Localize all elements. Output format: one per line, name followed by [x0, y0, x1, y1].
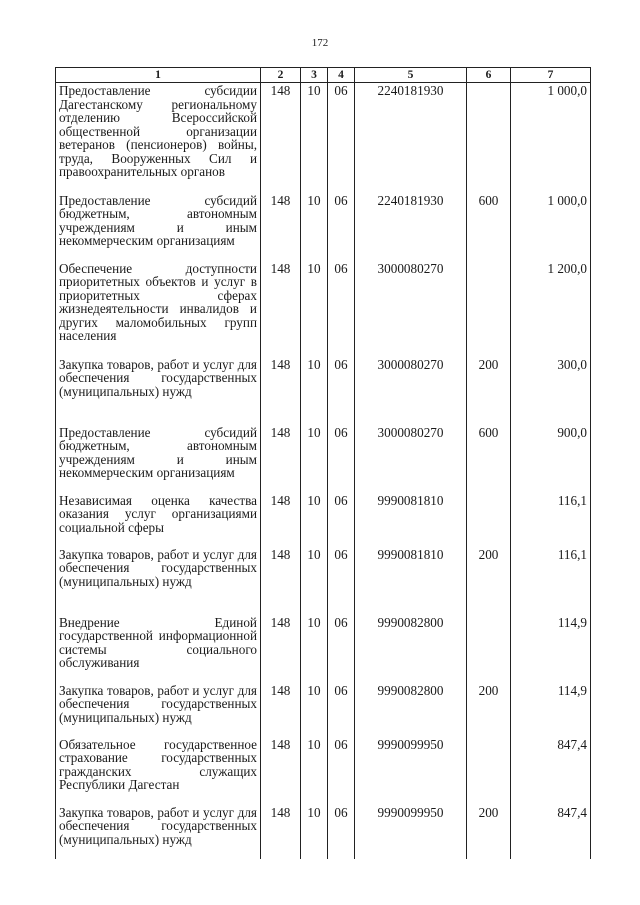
row-name: Закупка товаров, работ и услуг для обеспечения государственных (муниципальных) нужд: [56, 357, 261, 425]
row-section-code: 10: [301, 615, 328, 683]
row-name: Закупка товаров, работ и услуг для обеспечения государственных (муниципальных) нужд: [56, 805, 261, 859]
row-ministry-code: 148: [261, 261, 301, 357]
header-col-4: 4: [328, 68, 355, 83]
row-subsection-code: 06: [328, 193, 355, 261]
row-expense-type: 200: [467, 805, 511, 859]
page-number: 172: [311, 37, 329, 49]
row-subsection-code: 06: [328, 737, 355, 805]
table-header: [56, 68, 591, 83]
table-row: [56, 683, 591, 737]
header-col-2: 2: [261, 68, 301, 83]
row-expense-type: 200: [467, 357, 511, 425]
row-name: Внедрение Единой государственной информационной системы социального обслуживания: [56, 615, 261, 683]
row-name: Независимая оценка качества оказания услуг организациями социальной сферы: [56, 493, 261, 547]
table-row: [56, 805, 591, 859]
row-section-code: 10: [301, 357, 328, 425]
row-amount: 116,1: [511, 547, 591, 615]
row-target-article: 9990099950: [355, 805, 467, 859]
table-row: [56, 425, 591, 493]
table-row: [56, 357, 591, 425]
row-ministry-code: 148: [261, 425, 301, 493]
header-col-3: 3: [301, 68, 328, 83]
row-section-code: 10: [301, 547, 328, 615]
row-expense-type: [467, 615, 511, 683]
row-name: Закупка товаров, работ и услуг для обеспечения государственных (муниципальных) нужд: [56, 683, 261, 737]
row-ministry-code: 148: [261, 193, 301, 261]
row-section-code: 10: [301, 83, 328, 193]
row-section-code: 10: [301, 493, 328, 547]
row-amount: 1 000,0: [511, 83, 591, 193]
row-ministry-code: 148: [261, 737, 301, 805]
row-subsection-code: 06: [328, 615, 355, 683]
header-col-7: 7: [511, 68, 591, 83]
header-col-5: 5: [355, 68, 467, 83]
row-amount: 1 000,0: [511, 193, 591, 261]
row-expense-type: 200: [467, 547, 511, 615]
row-section-code: 10: [301, 425, 328, 493]
row-ministry-code: 148: [261, 357, 301, 425]
row-expense-type: [467, 493, 511, 547]
header-col-1: 1: [56, 68, 261, 83]
row-target-article: 9990081810: [355, 547, 467, 615]
row-target-article: 2240181930: [355, 83, 467, 193]
table-row: [56, 615, 591, 683]
table-body: [56, 83, 591, 859]
row-expense-type: 600: [467, 193, 511, 261]
row-target-article: 9990081810: [355, 493, 467, 547]
row-section-code: 10: [301, 805, 328, 859]
row-target-article: 9990082800: [355, 615, 467, 683]
row-subsection-code: 06: [328, 493, 355, 547]
row-amount: 847,4: [511, 805, 591, 859]
row-target-article: 3000080270: [355, 425, 467, 493]
row-subsection-code: 06: [328, 261, 355, 357]
budget-table: [55, 67, 591, 859]
table-row: [56, 83, 591, 193]
row-ministry-code: 148: [261, 683, 301, 737]
row-target-article: 3000080270: [355, 261, 467, 357]
row-expense-type: [467, 261, 511, 357]
row-name: Предоставление субсидии Дагестанскому региональному отделению Всероссийской общественной организации ветеранов (пенсионеров) войны, труда, Вооруженных Сил и правоохранительных органов: [56, 83, 261, 193]
row-amount: 900,0: [511, 425, 591, 493]
row-section-code: 10: [301, 737, 328, 805]
row-subsection-code: 06: [328, 83, 355, 193]
row-target-article: 3000080270: [355, 357, 467, 425]
row-target-article: 9990099950: [355, 737, 467, 805]
row-amount: 1 200,0: [511, 261, 591, 357]
header-row: [56, 68, 591, 83]
row-name: Обеспечение доступности приоритетных объектов и услуг в приоритетных сферах жизнедеятельности инвалидов и других маломобильных групп населения: [56, 261, 261, 357]
row-section-code: 10: [301, 683, 328, 737]
table-row: [56, 737, 591, 805]
row-amount: 847,4: [511, 737, 591, 805]
row-section-code: 10: [301, 261, 328, 357]
row-amount: 114,9: [511, 683, 591, 737]
row-expense-type: 600: [467, 425, 511, 493]
row-subsection-code: 06: [328, 357, 355, 425]
row-expense-type: 200: [467, 683, 511, 737]
row-expense-type: [467, 83, 511, 193]
row-name: Обязательное государственное страхование государственных гражданских служащих Республики Дагестан: [56, 737, 261, 805]
row-name: Предоставление субсидий бюджетным, автономным учреждениям и иным некоммерческим организациям: [56, 193, 261, 261]
row-ministry-code: 148: [261, 547, 301, 615]
row-amount: 116,1: [511, 493, 591, 547]
table-row: [56, 261, 591, 357]
row-amount: 114,9: [511, 615, 591, 683]
row-ministry-code: 148: [261, 493, 301, 547]
row-subsection-code: 06: [328, 805, 355, 859]
row-expense-type: [467, 737, 511, 805]
table-row: [56, 193, 591, 261]
row-ministry-code: 148: [261, 615, 301, 683]
row-subsection-code: 06: [328, 683, 355, 737]
row-amount: 300,0: [511, 357, 591, 425]
row-name: Закупка товаров, работ и услуг для обеспечения государственных (муниципальных) нужд: [56, 547, 261, 615]
row-ministry-code: 148: [261, 83, 301, 193]
row-name: Предоставление субсидий бюджетным, автономным учреждениям и иным некоммерческим организациям: [56, 425, 261, 493]
row-subsection-code: 06: [328, 547, 355, 615]
table-row: [56, 547, 591, 615]
row-target-article: 2240181930: [355, 193, 467, 261]
row-target-article: 9990082800: [355, 683, 467, 737]
row-ministry-code: 148: [261, 805, 301, 859]
table-row: [56, 493, 591, 547]
row-subsection-code: 06: [328, 425, 355, 493]
header-col-6: 6: [467, 68, 511, 83]
row-section-code: 10: [301, 193, 328, 261]
